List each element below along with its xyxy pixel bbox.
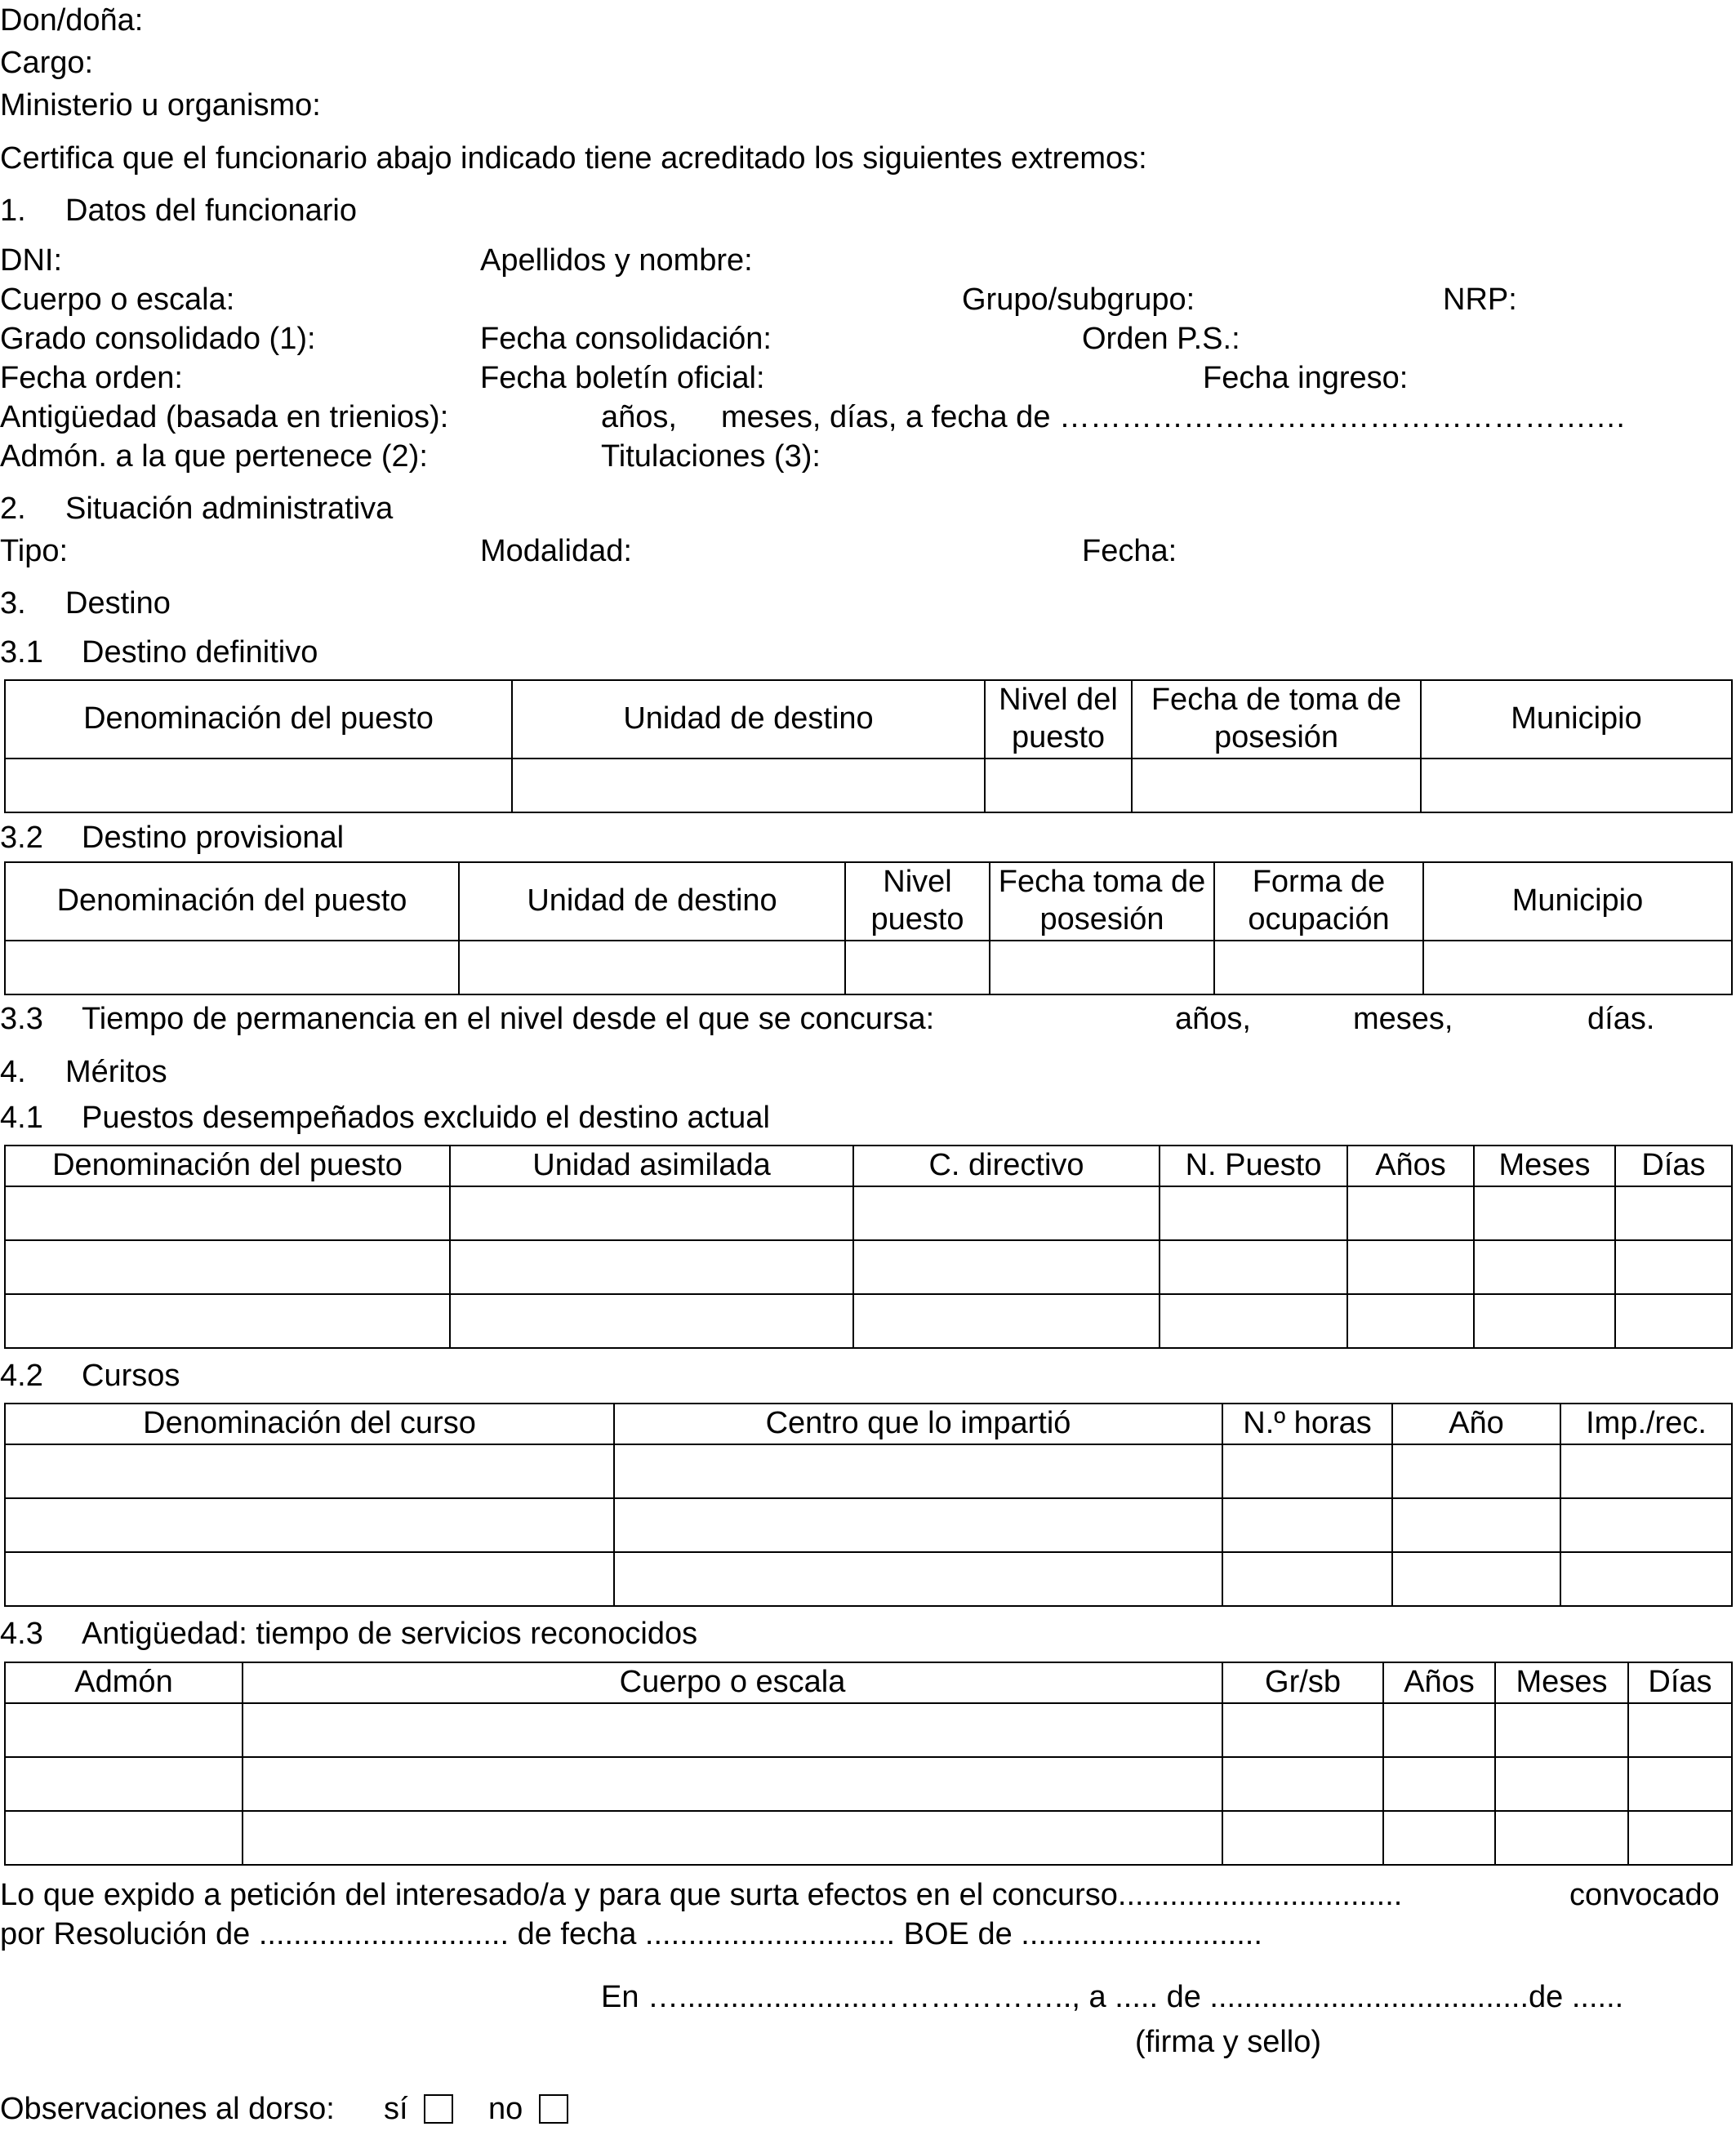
table-cell[interactable]	[5, 1757, 243, 1811]
table-cell[interactable]	[1495, 1757, 1628, 1811]
table-cell[interactable]	[1132, 759, 1421, 812]
table-cell[interactable]	[243, 1811, 1222, 1865]
table-cell[interactable]	[1222, 1811, 1383, 1865]
fecha-ingreso-label: Fecha ingreso:	[1203, 361, 1409, 395]
section-4-3-title: Antigüedad: tiempo de servicios reconocidos	[82, 1617, 698, 1651]
table-cell[interactable]	[5, 1186, 450, 1240]
resolucion-text: por Resolución de ............................. de fecha ............................. BOE de ............................	[0, 1917, 1262, 1951]
table-cell[interactable]	[5, 1703, 243, 1757]
table-header: Días	[1628, 1662, 1732, 1703]
table-row	[5, 1186, 1732, 1240]
ministerio-label: Ministerio u organismo:	[0, 88, 321, 122]
si-label: sí	[384, 2092, 408, 2126]
apellidos-label: Apellidos y nombre:	[480, 243, 753, 278]
table-cell[interactable]	[1628, 1811, 1732, 1865]
table-header: Centro que lo impartió	[614, 1404, 1222, 1444]
antiguedad-anos-label: años,	[601, 400, 677, 434]
table-header: Unidad asimilada	[450, 1146, 853, 1186]
section-3-3-text: Tiempo de permanencia en el nivel desde el que se concursa:	[82, 1002, 935, 1036]
table-cell[interactable]	[1222, 1757, 1383, 1811]
table-cell[interactable]	[5, 1498, 614, 1552]
table-cell[interactable]	[1495, 1811, 1628, 1865]
table-cell[interactable]	[1615, 1240, 1732, 1294]
table-cell[interactable]	[1347, 1186, 1474, 1240]
table-cell[interactable]	[5, 941, 459, 994]
cargo-label: Cargo:	[0, 46, 94, 80]
table-header: Imp./rec.	[1560, 1404, 1732, 1444]
permanencia-anos-label: años,	[1175, 1002, 1251, 1036]
table-cell[interactable]	[853, 1186, 1160, 1240]
table-cell[interactable]	[1383, 1757, 1495, 1811]
table-row	[5, 1811, 1732, 1865]
table-cell[interactable]	[459, 941, 845, 994]
table-header: Años	[1347, 1146, 1474, 1186]
section-4-title: Méritos	[65, 1055, 167, 1089]
table-cell[interactable]	[1474, 1186, 1615, 1240]
table-header: Forma de ocupación	[1214, 862, 1423, 941]
table-header: Gr/sb	[1222, 1662, 1383, 1703]
section-3-2-number: 3.2	[0, 821, 43, 855]
table-header: Años	[1383, 1662, 1495, 1703]
table-cell[interactable]	[5, 1294, 450, 1348]
section-4-number: 4.	[0, 1055, 26, 1089]
table-cell[interactable]	[1222, 1552, 1392, 1606]
antiguedad-meses-dias-label: meses, días, a fecha de …………………………………………….…	[721, 400, 1627, 434]
table-header: Admón	[5, 1662, 243, 1703]
table-cell[interactable]	[1474, 1240, 1615, 1294]
section-4-2-title: Cursos	[82, 1359, 180, 1393]
certifica-text: Certifica que el funcionario abajo indicado tiene acreditado los siguientes extremos:	[0, 141, 1147, 176]
table-cell[interactable]	[1347, 1240, 1474, 1294]
table-cell[interactable]	[1560, 1552, 1732, 1606]
titulaciones-label: Titulaciones (3):	[601, 439, 821, 474]
table-header: Unidad de destino	[459, 862, 845, 941]
table-header: Nivel puesto	[845, 862, 990, 941]
destino-provisional-table	[4, 861, 1733, 995]
puestos-desempenados-table	[4, 1145, 1733, 1349]
antiguedad-servicios-table	[4, 1662, 1733, 1866]
table-cell[interactable]	[450, 1294, 853, 1348]
lugar-fecha-line: En …......................……………….., a ..... de .....................................de ......	[601, 1980, 1624, 2014]
table-cell[interactable]	[5, 1552, 614, 1606]
table-cell[interactable]	[1423, 941, 1732, 994]
table-cell[interactable]	[990, 941, 1214, 994]
antiguedad-label: Antigüedad (basada en trienios):	[0, 400, 449, 434]
table-header: Meses	[1474, 1146, 1615, 1186]
table-cell[interactable]	[243, 1703, 1222, 1757]
table-cell[interactable]	[1615, 1294, 1732, 1348]
table-cell[interactable]	[1383, 1811, 1495, 1865]
tipo-label: Tipo:	[0, 534, 69, 568]
no-checkbox[interactable]	[539, 2094, 568, 2124]
table-row	[5, 1703, 1732, 1757]
table-cell[interactable]	[614, 1552, 1222, 1606]
section-3-title: Destino	[65, 586, 171, 621]
table-header: Denominación del curso	[5, 1404, 614, 1444]
section-2-title: Situación administrativa	[65, 492, 394, 526]
section-3-2-title: Destino provisional	[82, 821, 345, 855]
table-cell[interactable]	[1392, 1498, 1560, 1552]
table-cell[interactable]	[853, 1294, 1160, 1348]
table-row	[5, 1444, 1732, 1498]
table-cell[interactable]	[1347, 1294, 1474, 1348]
table-cell[interactable]	[1495, 1703, 1628, 1757]
table-cell[interactable]	[1628, 1757, 1732, 1811]
table-cell[interactable]	[1560, 1498, 1732, 1552]
table-cell[interactable]	[5, 1811, 243, 1865]
observaciones-label: Observaciones al dorso:	[0, 2092, 335, 2126]
table-row	[5, 1498, 1732, 1552]
table-cell[interactable]	[1421, 759, 1732, 812]
table-cell[interactable]	[512, 759, 985, 812]
no-label: no	[488, 2092, 523, 2126]
table-cell[interactable]	[1615, 1186, 1732, 1240]
table-header: Municipio	[1423, 862, 1732, 941]
table-cell[interactable]	[1392, 1552, 1560, 1606]
expido-text: Lo que expido a petición del interesado/a y para que surta efectos en el concurso.................................	[0, 1878, 1403, 1912]
table-cell[interactable]	[1160, 1294, 1347, 1348]
table-cell[interactable]	[1222, 1703, 1383, 1757]
section-2-number: 2.	[0, 492, 26, 526]
grado-label: Grado consolidado (1):	[0, 322, 316, 356]
table-header: Denominación del puesto	[5, 680, 512, 759]
table-cell[interactable]	[1474, 1294, 1615, 1348]
table-cell[interactable]	[985, 759, 1132, 812]
table-cell[interactable]	[1383, 1703, 1495, 1757]
section-3-number: 3.	[0, 586, 26, 621]
orden-ps-label: Orden P.S.:	[1082, 322, 1240, 356]
table-header: C. directivo	[853, 1146, 1160, 1186]
section-4-1-number: 4.1	[0, 1101, 43, 1135]
table-row	[5, 1240, 1732, 1294]
section-3-1-title: Destino definitivo	[82, 635, 318, 670]
section-1-number: 1.	[0, 194, 26, 228]
section-3-1-number: 3.1	[0, 635, 43, 670]
fecha-orden-label: Fecha orden:	[0, 361, 183, 395]
table-cell[interactable]	[614, 1498, 1222, 1552]
dni-label: DNI:	[0, 243, 62, 278]
table-header: Cuerpo o escala	[243, 1662, 1222, 1703]
table-cell[interactable]	[5, 1240, 450, 1294]
table-header: Meses	[1495, 1662, 1628, 1703]
table-header: Nivel del puesto	[985, 680, 1132, 759]
table-header: Denominación del puesto	[5, 862, 459, 941]
fecha-boletin-label: Fecha boletín oficial:	[480, 361, 765, 395]
table-cell[interactable]	[1222, 1498, 1392, 1552]
permanencia-dias-label: días.	[1587, 1002, 1655, 1036]
table-header: Días	[1615, 1146, 1732, 1186]
table-header: Año	[1392, 1404, 1560, 1444]
grupo-label: Grupo/subgrupo:	[962, 283, 1195, 317]
section-4-3-number: 4.3	[0, 1617, 43, 1651]
table-row	[5, 941, 1732, 994]
table-cell[interactable]	[614, 1444, 1222, 1498]
convocado-text: convocado	[1569, 1878, 1720, 1912]
table-cell[interactable]	[1160, 1240, 1347, 1294]
cursos-table	[4, 1403, 1733, 1607]
cuerpo-label: Cuerpo o escala:	[0, 283, 235, 317]
table-header: Fecha de toma de posesión	[1132, 680, 1421, 759]
table-cell[interactable]	[243, 1757, 1222, 1811]
section-3-3-number: 3.3	[0, 1002, 43, 1036]
table-header: Unidad de destino	[512, 680, 985, 759]
firma-sello-label: (firma y sello)	[1135, 2025, 1322, 2059]
table-cell[interactable]	[1560, 1444, 1732, 1498]
nrp-label: NRP:	[1443, 283, 1517, 317]
fecha-label: Fecha:	[1082, 534, 1177, 568]
table-cell[interactable]	[450, 1186, 853, 1240]
table-header: Fecha toma de posesión	[990, 862, 1214, 941]
permanencia-meses-label: meses,	[1353, 1002, 1453, 1036]
table-row	[5, 1552, 1732, 1606]
destino-definitivo-table	[4, 679, 1733, 813]
table-row	[5, 759, 1732, 812]
modalidad-label: Modalidad:	[480, 534, 632, 568]
table-cell[interactable]	[845, 941, 990, 994]
section-4-2-number: 4.2	[0, 1359, 43, 1393]
table-row	[5, 1757, 1732, 1811]
table-cell[interactable]	[1222, 1444, 1392, 1498]
fecha-consolidacion-label: Fecha consolidación:	[480, 322, 772, 356]
table-cell[interactable]	[450, 1240, 853, 1294]
table-cell[interactable]	[1214, 941, 1423, 994]
section-4-1-title: Puestos desempeñados excluido el destino actual	[82, 1101, 770, 1135]
section-1-title: Datos del funcionario	[65, 194, 357, 228]
table-cell[interactable]	[1392, 1444, 1560, 1498]
table-cell[interactable]	[5, 1444, 614, 1498]
table-cell[interactable]	[853, 1240, 1160, 1294]
table-cell[interactable]	[1628, 1703, 1732, 1757]
table-cell[interactable]	[1160, 1186, 1347, 1240]
table-header: N. Puesto	[1160, 1146, 1347, 1186]
table-header: N.º horas	[1222, 1404, 1392, 1444]
table-header: Municipio	[1421, 680, 1732, 759]
admon-label: Admón. a la que pertenece (2):	[0, 439, 428, 474]
si-checkbox[interactable]	[424, 2094, 453, 2124]
table-header: Denominación del puesto	[5, 1146, 450, 1186]
table-cell[interactable]	[5, 759, 512, 812]
table-row	[5, 1294, 1732, 1348]
don-dona-label: Don/doña:	[0, 3, 144, 38]
